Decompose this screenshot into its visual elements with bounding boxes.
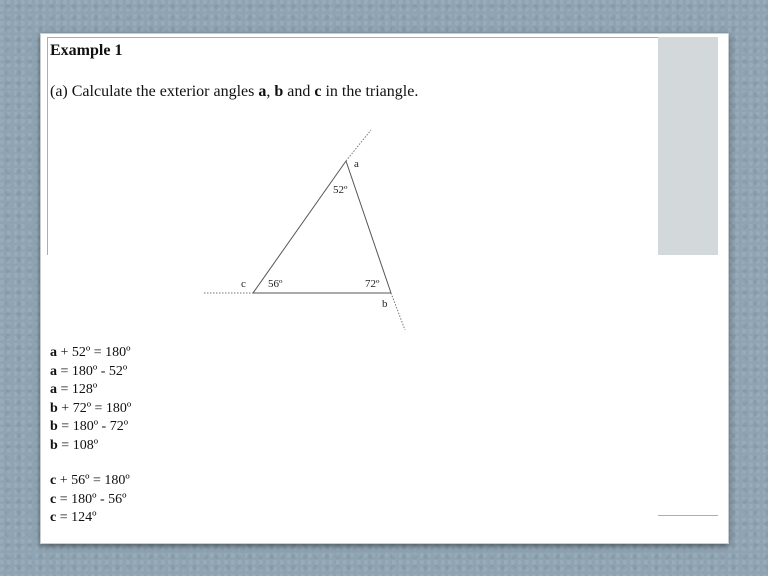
- angle-left-label: 56º: [268, 278, 283, 290]
- working-line: a = 180º - 52º: [50, 363, 128, 379]
- example-title: Example 1: [50, 42, 123, 59]
- working-spacer: [50, 455, 131, 472]
- angle-top-label: 52º: [333, 184, 348, 196]
- working-line: c = 124º: [50, 510, 97, 525]
- exterior-label-a: a: [354, 158, 359, 170]
- exterior-label-b: b: [382, 298, 388, 310]
- extension-line-b: [391, 293, 405, 330]
- working-steps: [50, 344, 131, 528]
- exterior-label-c: c: [241, 278, 246, 290]
- working-line: a = 128º: [50, 382, 98, 397]
- working-line: c = 180º - 56º: [50, 491, 127, 507]
- triangle-side-right: [346, 161, 391, 293]
- slide: [40, 33, 729, 544]
- working-line: a + 52º = 180º: [50, 345, 131, 360]
- triangle-side-left: [253, 161, 346, 293]
- working-line: b = 108º: [50, 437, 99, 453]
- working-line: b + 72º = 180º: [50, 400, 132, 416]
- working-line: c + 56º = 180º: [50, 473, 130, 488]
- triangle-diagram: [41, 34, 728, 543]
- working-line: b = 180º - 72º: [50, 419, 129, 434]
- angle-right-label: 72º: [365, 278, 380, 290]
- extension-line-a: [346, 130, 371, 161]
- question-text: (a) Calculate the exterior angles a, b and c in the triangle.: [50, 83, 419, 100]
